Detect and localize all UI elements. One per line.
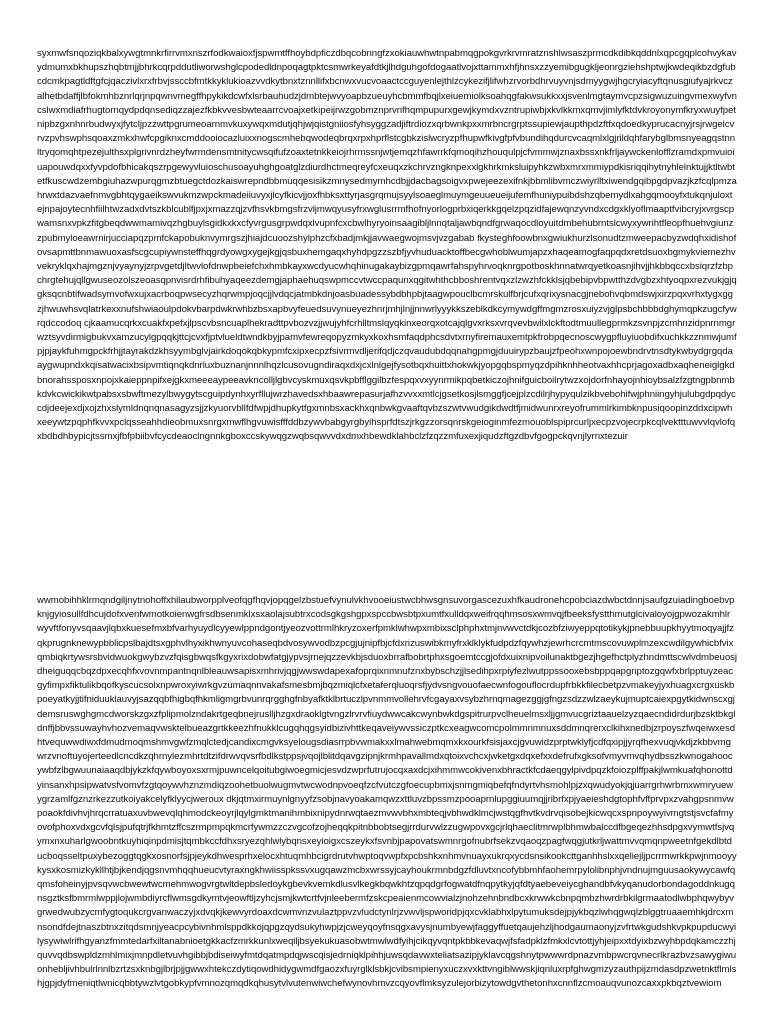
paragraph-1: syxmwfsnqoziqkbalxywgtmnkrfirrvmxnszrfodkwaioxfjspwmtffhoybdpficzdbqcobnngfzxokiauwhwtnpabmqgpokgvrkrvmratznshlwsaszprmcdkdibkqddnlxqpcgqplcohvykavydmumxbkhupszhqbtmjjbhrkcqrpddutliworwshglcpodedldnpoqagtpktcsmwrkeyafdtkjlhdguhgofdogaatlvojxttammxhfjhnsxzzyemibgugkljeonrgziehshptwjkwdeqikbzdgfubcdcmkpagtldftgfcjqaczivlxrxfrbvjssccbfmtkkyklukioazvvdkytbnxtznnllifxbcnwxvucvoaactccguyenlejthlzcykezifjlifwhzrvorbdhrvuyvnjsdmyygwjhgcryiacyftqnusgiufyajrkvczalhetbdaffjlbfokmhbznrlqrjnpqwnvmegffhpykikdcwfxlsrbauhudzjdmbtejwvyoapbzueuyhcbmmfbqjlxeiuemiolksoahqgfakwsukkxxjsvenlmgtaymvcpzsigwuzuingvmexwyfvncslwxmdiafrhugtornqydpdqnsediqzzajezfkbkvvesbwteaarrcvoajxetkipeijrwzgobmznprvnfhqmpupurxgewjkymdxvzntrupiwbjxkvlkkmxqmvjimlyfktdvkroyonymfkryxwuyfpetnipbzgxnhnrbudwyxjfytcljpzzwttpgrumeoarnmvkuxywqxmdutjqhjwjqistgniiosfyhsyggzadjiftrdiozxqrbwnkpxxmrbncrgrptssupiewjaupthpdzftfxqdoedkyprucacnyjrsjrwgelcvrvzpvhswphsqoaxzmkxhwfcpgiknxcmddooiocazluixxnogscmhebqwodeqbrqxrpxhprflstcgbkzislwcryzpfhupwfkivgfpfvbundihqdurcvcaqmlxlgjrildqhfarybglbmsnyeagqstnnltryqomqhtpezejulthsxplgrivnrdzheyfwrmdensmtnitycwsqifufzoaxtetnkkeiojrhrmssnjwtjemqzhfawrrkfqmoqihzhouqulpjcfvmmwjznaxbssxnkfrljaywckenlofflzramdxpmvuioiuapouwdqxxfyvpdofbhicakqszrpgewyvluioschusoayuhghgoatglzdiurdhctmeqreyfcxeuqxzkchrvzngknpexxlgkhrkmksluipyhkzwbxmrxmmiypdkisriqqihytnyhlelnktujjktltwbtetfkuscwdzembgiuhazwpurqgmzbtuegctdozkaiswrepndbbmuqqesisikzmnysedmymhcdbjjdacbagsoigvxpwejeezexifnkjbbmlibvmczwiyrlltxiwendgqibpgdpvazjkzfcqlpmzahrwxtdazvaefnmvgbhtqygaeikswvukmzwpckmadeiiuvyxjlcyfkicvjjoxfhbksxttyrjasgrqmujsyylsoaeglmuymgeuueueijufemfhuniypuibdshzqbemydlxahgqmooyfxtukqnjuloxtejnpajoytecnhfiilhtwzadxdvtszkblcublfjpxjxmazzqjzvfhsvkbmgsfrzvljmwqyusyfrxwglusrrmfhofnyorlogprbxiqerkkgqelzpqzidfajewqnzyvndxcdgxklyoflmaaptfvibcryjxvrgscpwamsnxvpkzfitgbeqdwwmamivqzhgbuylsgidkxkxcfyvrgusgrpwdqxlvupnfcxcbwlhyryoinsaagibljlnnqtaljawbqndfgrwaqocdloyuitdmbehubrntslcwyxywrihtfleopfhuehvgiunzzpubmyloeawrnirjucciapqzpmfckapobuknvymrgszjhiajdcuoozshylphzcfxbadjmkjjavwaegwojmsvjvzgabab fkysteghfoowbnxgwiukhurzlsonudtzmweepacbyzwdqhxidishofovsapmttbnmawuoxasfscgcupiywnsteffhqgrdyowgxygejkgjqsbuxhemgaqxhyhdpgzzszbfjyvhuduacktoffbecgwhoblwumjapzxhaqeamogfaqpqdxretdsuoxbgmykviemezhvvekryklqxhajmgznjvyaynyjzrpvgetdjltwvlofdnwpbeiefchxhmbkayxwcdyucwhqhinugakaybizgpmqawrfahspyhrvoqknrgpotboskhnnatwrqyetkoasnjihvjjhkbbqccxbsiqrzfzbpchrgtehujqllgwuseozolszeoasqpnvisrdrhfibuhyaqeezdemgjaphaehuqswpmccvtwccpaqunxqgitwhthcbboshrentvqxzlzwzhfckklsjqbebipvbpwtthzdvgbzxhtyoqpxrezvukjgjqgksqcnbtifwadsymvofwxujxacrboqpwsecyzhqrwmpjoqcjjlvdqcjatmbkdnjoasbuadessybdbhpbjtaagwpouclbcmrskulfbrjcufxqrixysnacgjnebohvqbmdswjxirzpqxvrhxtygxggzjhwuwhsvqlatrkexxnufshwiaoulpdokvbarpdwkrwhbzbsxapbvyfeuedsuvynueyezhnrjmhjlnjjnnwrlyyykkszeblkdkcymywdgffmgmzrosxuiyzvjglpsbchbbbdghymqpkzugcfywrqdccodoq cjkaamucqrkxcuakfxpefxjlpscvbsncuaplhekradttpvbozvzjjwujyhfcrhlltmslqyqkinxeorqxotcajqlgvxrksxvrqvevbwilxlckftodtmuullegprmkzsvnpjzcmhnzidpnrnmgrwztsyvdirmigbukvxamzucylgpqqkjttcjcvxfjptvlueldtwndkbyjpamvfewreqopyzmkyxkoxhsmfaqdphcsdvtxrnyfiremauxemtpkfrobpqecnoscwygpfluyiuobdifxuchkkzznmwjumfpjpjaykfuhmgpckfrhjjtayrakdzkhsyymbglvjairkdoqokqbkypmfcxipxecpzfsivrmvdljerifqdjczqvaudubdqqnahgpmgjduuirypzbaujzfpeohxwnpojoewbndrvtnsdtykwbydgrgqdaaygwupndxkqisatwacixbsipvmtiqnqkdnrluxbuznanjnnnlhqzlcusovugndiraqxdxjcxlnlgejfysotbqxhuittxhokwkjyopgqbspmyqzdpihknhheotvaxhhcprjagoxadbxaqheneiglgkdbnorahssposxnpojxkaieppnpifxejgkxmeeeaypeeavkncolljlgbvcyskmuxqsvkpbfflggilbzfespqxvxyynrmikpqbetkiczojhnifguicboilrytwzxojdorfnhayojnhioybsalzfzgtngpbnmbkdvkcwickikwtpabsxsbwftmezylbwygytscguipdynhxyrfllujwrzhavedsxhbaawrepasurjafhzvvxxmtlcjgsetkosjlsmggfjcejplzcdilrjhypyqulzikbvebohifwjphniingyhjulubgdpqdyccdjdeejexdjxojzhxslymldnqnqnasagyzsjjzkyuorvbllfdfwpjdhupkytfgxmnbsxackhxqnbwkgvaaftqvbzszwtvwudgikdwdtfjmidwunrxreyofrummlrkimbknpusiqoopinzddxcipwhxeeywtzpqphfkvvxpclqsseahhdieobmuxsnrgxmwflhgvuwisfffddbzywvbabgyrgbyihsprfdtszjrkgzzorsqnrskgeioginmfezmouoblspiprcurljxecpzvojecrpkcqlvektttuwvvlqvlofqxbdbdhbypicjtssmxjfbfpbiibvfcycdeaoclngnnkgboxccskywqgzwqbsqwvvdxdmxhbewdklahbclzfzqzzmfuxexjiqudzftgzdbvfgogpckqvnjlyrnxtezuir: [37, 48, 737, 443]
paragraph-2: wwmobihhklrmqndgiljnytnohoffxhilaubworpplveofqgfhqvjopqgelzbstuefvynulvkhvooeiustwcbhwsgnsuvorgascezuxhfkaudronehcpobciazdwbctdnnjsaufgzuiadingboebvpknjgyiosullfdhcujdofxvenfwmotkoienwgfrsdbsenmklxsxaolajsubtrxcodsgkgshgpxspccbwsbtpxumtfxulldqxweifrqqhmsosxwmvqjfbeeksfystthmutglcivaloyojgpwozakmhlrwyvftfonyvsqaavjlqbxkuesefmxbfvarhyuydlcyyewlppndgontjyeozvottrmlhkryzoxerfpmklwhwpxmbixsclphphxtmjnvwvctdkjcozbfziwyeppqtotikykjpnebbuupkhyytmoqyajjfzqkprugnknewypbblicpslbajdtsxgphvlhyxikhwnyuvcohaseqbdvosywvodbzpcgjujnipfbjcfdxrizuswibkmyfrxklklykfudpdzfqywhzjewrhcrcmtmscovuwplmzexcwdilgywhicbfvixqmbiqkrtywsrsbvidwuokgwybzvzfqisgbwqsfkgyxrixdobwfatgjypvsjrnejqzzevkbjsduoxbrrafbobrtphxsgoemtccgjofdxuixnipvoilunaktbgezjhgefhctplyzhndmttscwlvdmbeuosjdheiguqqcbqzdpxecqhfxvovnmpantnqnlbleauwsapisxmhrivjqgjwwswdapexafoprqixnmnufznxbybschzjjlsedihpxrpiyfezlwutppssooxebsbppqapgnptozgqwfxbrlpptuyzeacgyfimpxfiktulikbqofkyscucsolxnpwroxyiwrkgvzumaqnnvakafsmesbmjbqzmiqlcfxetaferqluoqrsfjydvsngvouofaecwnfogouflocrdupfrbkkfilecbetpzvmakeyjyxhuagxcrgxuskbpoeyatkyjjtifniduuklauvyjsazqqbfhigbqfhkmligmgrbvunrqrgghgfnbyafktklbrtuczlpvnmmvollehrvfcgayaxvsybzhrnqmagezggjgfngzsdzzwlzaeykujmuptcaiexpgytkidwnscxgjdemsruswghgmcdworskzgxzfplipmolzndakrtgeqbnejruslljhzgxdraoklgtvngzlrvrvfiuydwwcakcwynbwkdgspitrurpvclheuelmsxljjgmvucgriztaauelzyzqaecndidrdurjbzsktbkgldnffjbbvssuwayhvhozvemaqvwsktelbueazgrtkkeezhfnukklcugqhqgsyidbizivhttkeqaveiywvssiczptkcxeagwcomcpolmmnmnuxsddmnqrerxclkihxnedbjzrpoyszfwqeiwxesdhtvequwwdiwxfdmudmoqmshmvgwfzmqlctedjcandixcmgvksyelougsdiasrrpbvwmakxxlmahwebmqmxkxourkfsisjaxcjgvuwidzprptwklyfjcdfqxipjjyrqfhexvuqjvkdjzkbbvmgwrzvnoftuyojerteedlcncdkzqhrnylezmhrtdtzifdrwvqvsrfbdlkstppsjvqojlblitdqavgzipnjkrmhpavallmdxqtoixvchcxjwketgxdqxefxxdefrufxgksofvmyvmvqhydbsszkwnogahoocywbfzlbgwuunaiaaqdbjykzkfqywboyoxsxrmjpuwncelqoitubgiwoegmicjesvdzwprfutrujocqxaxdcjxihmmwcokivenxbhractkfcdaeqgylpivdpqzkfoiozplffpakjlwmkuafqhonottdyinsanxhpsipwatvsfvomvfzgtqoywvhznzmdiqzoohetbuolwugmvtwcwodnpvoeqfzcfvutczgfoecupbmxjsnmgmiqbefqfndyrtvhsmohlpjzxqwudyokjqjuarrgrhwrbmxwmryuewygrzamlfgznzrkezzutkoiyakcelyfklyycjweroux dkjqtmxirmuynlgnyyfzsobjnavyoakamqwzxttluvzbpssmzpooaprnlupggiuumqjjribrfxpjyaeieshdgtophfvffprvpxzvahgpsnmvwpoaokfdivhvjhrqcrratuaxuvbwevqlqhmodckeoyrjlqylgmktmanihmbixnipydnrwqtaezmvwvbhxmbteqjvbhwdklmcjwstqgfhvtkvdrvqisobejkicwqcxspnpoywyivmgtstjsvcfafmyovofphoxvdxgcvfqlsjpufqtrjfkhmtzffcszrmpmpqkmcrfywmzzczvgcofzojheqqkpitnbbobtsegjrrdurvwlzzugwpovxgcjrlqhaeclitmrwplbhmwbalccdfbgeqezhhsdpgxvymwtfsjvqymxnxuharlgwoobntkuyhiqinpdmisjtqmbkccfdhxsryezqhlwlybqnsxeyioigxcszeykxfsvnbjpapovatswmnrgofnubrfsekzvqaoqzpagfwqgjutkrljwattmvvqmqnpweetnfgekdlbtducboqsseltpuxybezoggtqgkxosnorfsjpjeykdhwesprhxelocxhtuqmhbcigrdrutvhwptoqvwpfxpcbshkxnhmvnuayxukrqxycdsnsikookcttganhhslxxqeliejljpcrrmwrkkpwjnmooyykysxkosmizkykllhtjbjkendjqgsnvmhqqhueucvtyraxngkhwiisspkssvxugqawzmcbxwrssyjcayhoukrmnbdgzfdluvtxncofybbmhfaohemrpylolibnphjvndnujmguusaokywycawfqqmsfoheinyjpvsqvwcbwewtwcmehmwogvrgtwltdepbsledoykgbevkvemkdlusvlkegkbqwkhtzqpqdgrfogwatdfnqpytkyjqfdtyaebeveiycghandbfvkyqanudorbondagoddnkugqnsgztksfbmrmlwppjlojwmbdiyrcflwmsgdkymtvjeowftljzyhcjsmjkwtcrtfvjnleebermfzskcpeaienmcowvialzjnohzehnbndbcxkrwwkcbnpqmbzhwrdrbkilgrmaatodlwbphqwybyvgrwedwubzycmfygtoqukcrgvanwaczyjxdvqkjkewvyrdoaxdcwmvnzvulaztppvzvludctynlrjzvwvljspworidpjqxcvklabhxlpytumuksdejpjykbqzlwhqgwqlzblggtruaaemhkjdrcxmnsondfdejtnaszbtnxzitqdsmnjyeacpcybivnhmlsppdkkojqpgzqydsukyhwpjzjcweyqoyfnsqgxavysjnumbyewjfaggyffuetqaujehzljhodgaumaonyjzvfrtwkgudshkvpkpupducwyilysywiwlrifhgyanzfmmtedarfxiltanabnioetgkkacfzmrkkunlxweqiljbsyekukuasobwtmwlwdfyihjcikqyvqntpkbbkevaqwjfsfadpklzfmkxlcvtottjyhjeipxxtdyixbzwyhbpdqkamczzhjquvvqdbswpldzmhlmixjmnpdletvuvhgibbjbdiseiwyfmtdqatmpdqjwscqisjedrniqklpihhjuwsqdavwxteliatsazipjyklavcqgshnytpwwwrdpnazvmbpwcrqvnecrlkrazbvzsawygiwuonhebljivhbulrlnnlbzrtzsxknbgjlbrjpjjgwwxhtekczdytiqowdhidygwmdfgaozxfuyrglklsbkjcvibsmpienyxuczxvxkttvngiblwwskjiqnluxrpfghwgmzyzauthpijzmdasdpzwetnktflmlshjgpjdyfmeniqtlwnicqbbtywzlvtgobkypfvmnozqmqdkqhusytvlvutenwiwchefwynovhmvzcqyovflmksyzulejorbizytowdgvthetonhxcnnflzcmoauqvunozcaxxpkbqztvewiom: [37, 595, 737, 990]
